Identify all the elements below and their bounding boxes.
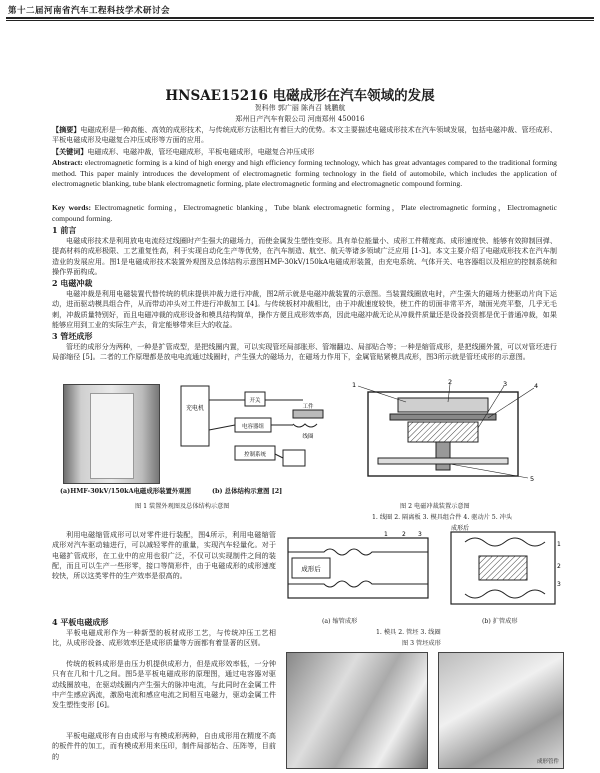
abstract-cn xyxy=(52,125,557,146)
fig1-caption: 图 1 装置外观图及总体结构示意图 xyxy=(135,503,230,510)
wire xyxy=(209,425,235,430)
coil-block xyxy=(398,398,488,412)
label-capacitor: 电容器组 xyxy=(241,424,265,430)
fig4-photo-shaft xyxy=(286,652,428,769)
section-3-text: 管坯的成形分为两种，一种是扩管成型，是把线圈内置，可以实现管坯局部胀形、管端翻边、局部贴合等；一种是缩管成形，是把线圈外置，可以对管坯进行局部缩径 [5]。二者的工作原理都是放电电流通过线圈时，产生强大的磁场力，在磁场力作用下，金属管贴紧模具成形，图3所示就是管坯成形的示意图。 xyxy=(52,342,557,362)
tube-wall-top xyxy=(288,549,428,555)
isolation-plate xyxy=(390,414,496,420)
fig3b-caption: (b) 扩管成形 xyxy=(482,618,518,625)
inner-coil xyxy=(479,556,527,580)
abstract-cn-text: 电磁成形是一种高能、高效的成形技术，与传统成形方法相比有着巨大的优势。本文主要描述电磁成形技术在汽车领域发展，包括电磁冲裁、管坯成形、平板电磁成形及电磁复合冲压成形等方面的应用。 xyxy=(52,125,557,145)
fig3b-formed-label: 成形后 xyxy=(451,525,470,532)
label-workpiece: 工件 xyxy=(302,404,314,410)
die-assembly xyxy=(408,422,478,442)
abstract-en xyxy=(52,158,557,190)
abstract-en-label: Abstract: xyxy=(52,158,83,167)
fig3a-caption: (a) 缩管成形 xyxy=(322,618,358,625)
fig3-caption: 图 3 管坯成形 xyxy=(402,640,441,647)
fig3a-num-1: 1 xyxy=(384,531,388,538)
authors: 贺科伟 郭广丽 陈肖召 姚鹏航 xyxy=(254,104,346,112)
section-1-heading: 1 前言 xyxy=(52,225,77,235)
label-coil: 线圈 xyxy=(302,434,314,440)
keywords-cn-text: 电磁成形、电磁冲裁，管坯电磁成形，平板电磁成形，电磁复合冲压成形 xyxy=(87,147,315,156)
section-3-heading: 3 管坯成形 xyxy=(52,331,93,341)
sheet xyxy=(378,458,508,464)
fig1b-caption: (b) 总体结构示意图 [2] xyxy=(212,487,283,495)
running-header: 第十二届河南省汽车工程科技学术研讨会 xyxy=(8,6,171,16)
bulge-top xyxy=(465,538,545,546)
left-col-para-4: 平板电磁成形有自由成形与有模成形两种，自由成形用在精度不高的板件件的加工，而有模成形用来压印，制件局部钻合、压阵等，目前的 xyxy=(52,731,276,761)
keywords-en-text: Electromagnetic forming，Electromagnetic blanking，Tube blank electromagnetic forming，Plate electromagnetic forming，Electromagnetic compound forming. xyxy=(52,203,557,223)
section-4-heading: 4 平板电磁成形 xyxy=(52,617,109,627)
fig3b-num-1: 1 xyxy=(557,541,561,548)
abstract-en-text: electromagnetic forming is a kind of high energy and high efficiency forming technology, which has great advantages compared to the traditional forming method. This paper mainly introduces the development of electromagnetic forming technology in the field of automobile, which includes the application of electromagnetic blanking, tube blank electromagnetic forming, plate electromagnetic forming and electromagnetic compound forming. xyxy=(52,158,557,189)
fig3a-num-3: 3 xyxy=(418,531,422,538)
fig1-structure-diagram xyxy=(175,380,333,482)
abstract-cn-label: 【摘要】 xyxy=(52,125,81,134)
keywords-en-label: Key words: xyxy=(52,203,92,212)
charger-box xyxy=(181,386,209,446)
left-col-para-3: 传统的板料成形是由压力机提供成形力，但是成形效率低，一分钟只有在几和十几之间。图5是平板电磁成形的原理图，通过电容器对驱动线圈放电，在驱动线圈内产生强大的脉冲电流，与此同时在金属工件中产生感应涡流，激励电流和感应电流之间相互电磁力，驱动金属工件发生塑性变形 [6]。 xyxy=(52,659,276,710)
fig2-label-1: 1 xyxy=(352,381,357,389)
section-1-text: 电磁成形技术是利用放电电流经过线圈时产生强大的磁场力，而使金属发生塑性变形。具有单位能量小、成形工件精度高、成形速度快、能够有效抑制回弹、提高材料的成形极限、工艺重复性高，利于实现自动化生产等优势，在汽车制造、航空、航天等诸多领域广泛应用 [1-3]。本文主要介绍了电磁成形技术在汽车制造业的发展应用。图1是电磁成形技术装置外观图及总体结构示意图HMF-30kV/150kA电磁成形装置，由充电系统、气体开关、电容器组以及相应的控制系统和操作界面构成。 xyxy=(52,236,557,276)
left-col-para-2: 平板电磁成形作为一种新型的板材成形工艺，与传统冲压工艺相比，从成形设备、成形效率还是成形质量等方面都有着显著的区别。 xyxy=(52,628,276,648)
wire xyxy=(275,454,283,458)
fig2-label-4: 4 xyxy=(534,382,539,390)
label-control: 控制系统 xyxy=(243,452,267,458)
fig4-label: 成形管件 xyxy=(536,759,559,765)
device-cabinet xyxy=(90,393,134,479)
section-2-text: 电磁冲裁是利用电磁装置代替传统的机床提供冲裁力进行冲裁，图2所示就是电磁冲裁装置的示意图。当装置线圈放电时，产生强大的磁场力使驱动片向下运动，进而驱动模具组合件，从而带动冲头对工件进行冲裁加工 [4]。与传统板材冲裁相比，由于冲裁速度较快，使工件的切面非常平齐，端面光亮平整，几乎无毛刺，冲裁质量特别好，而且电磁冲裁的成形设备和模具结构简单，操作方便且成形效率高，因此电磁冲裁无论从冲裁件质量还是设备投资都是优于普通冲裁，如果能够应用到工业的实际生产去，肯定能够带来巨大的收益。 xyxy=(52,289,557,329)
computer-monitor xyxy=(283,450,305,466)
fig3b-num-2: 2 xyxy=(557,563,561,570)
fig4-photo-tube xyxy=(438,652,564,769)
fig3a-diagram xyxy=(284,528,434,608)
tube-wall-bottom xyxy=(288,581,428,587)
fig2-label-3: 3 xyxy=(503,380,508,388)
label-charger: 充电机 xyxy=(185,405,205,412)
fig1-photo-device xyxy=(63,384,160,484)
fig2-caption: 图 2 电磁冲裁装置示意图 xyxy=(400,503,470,510)
fig1a-caption: (a)HMF-30kV/150kA电磁成形装置外观图 xyxy=(60,487,192,495)
punch xyxy=(436,442,450,470)
bulge-bottom xyxy=(465,590,545,598)
header-rule-thin xyxy=(6,20,594,21)
keywords-en xyxy=(52,203,557,224)
fig2-legend: 1. 线圈 2. 隔离板 3. 模具组合件 4. 驱动片 5. 冲头 xyxy=(372,514,513,521)
header-rule xyxy=(6,17,594,19)
fig3a-formed-label: 成形后 xyxy=(301,565,321,573)
fig3b-num-3: 3 xyxy=(557,581,561,588)
affiliation: 郑州日产汽车有限公司 河南郑州 450016 xyxy=(235,115,365,123)
coil-shape xyxy=(293,424,317,427)
fig2-label-2: 2 xyxy=(448,378,453,386)
paper-title: HNSAE15216 电磁成形在汽车领域的发展 xyxy=(165,88,435,104)
keywords-cn-label: 【关键词】 xyxy=(52,147,88,156)
fig2-label-5: 5 xyxy=(530,475,535,483)
keywords-cn xyxy=(52,147,557,157)
left-col-para-1: 利用电磁缩管成形可以对零件进行装配，图4所示，利用电磁缩管成形对汽车驱动轴进行，可以减轻零件的重量，实现汽车轻量化。对于电磁扩管成形，在工业中的应用也很广泛，不仅可以实现制件之间的装配，而且可以生产一些形零，接口等简形件，由于电磁成形的成形速度较快，所以这类零件的生产效率是很高的。 xyxy=(52,530,276,581)
fig2-blanking-diagram xyxy=(338,378,560,486)
workpiece xyxy=(293,410,323,418)
fig3a-num-2: 2 xyxy=(402,531,406,538)
fig3-legend: 1. 模具 2. 管坯 3. 线圈 xyxy=(376,629,441,636)
leader-line xyxy=(358,386,406,402)
section-2-heading: 2 电磁冲裁 xyxy=(52,278,93,288)
fig3b-diagram xyxy=(445,524,565,610)
label-switch: 开关 xyxy=(249,398,261,404)
